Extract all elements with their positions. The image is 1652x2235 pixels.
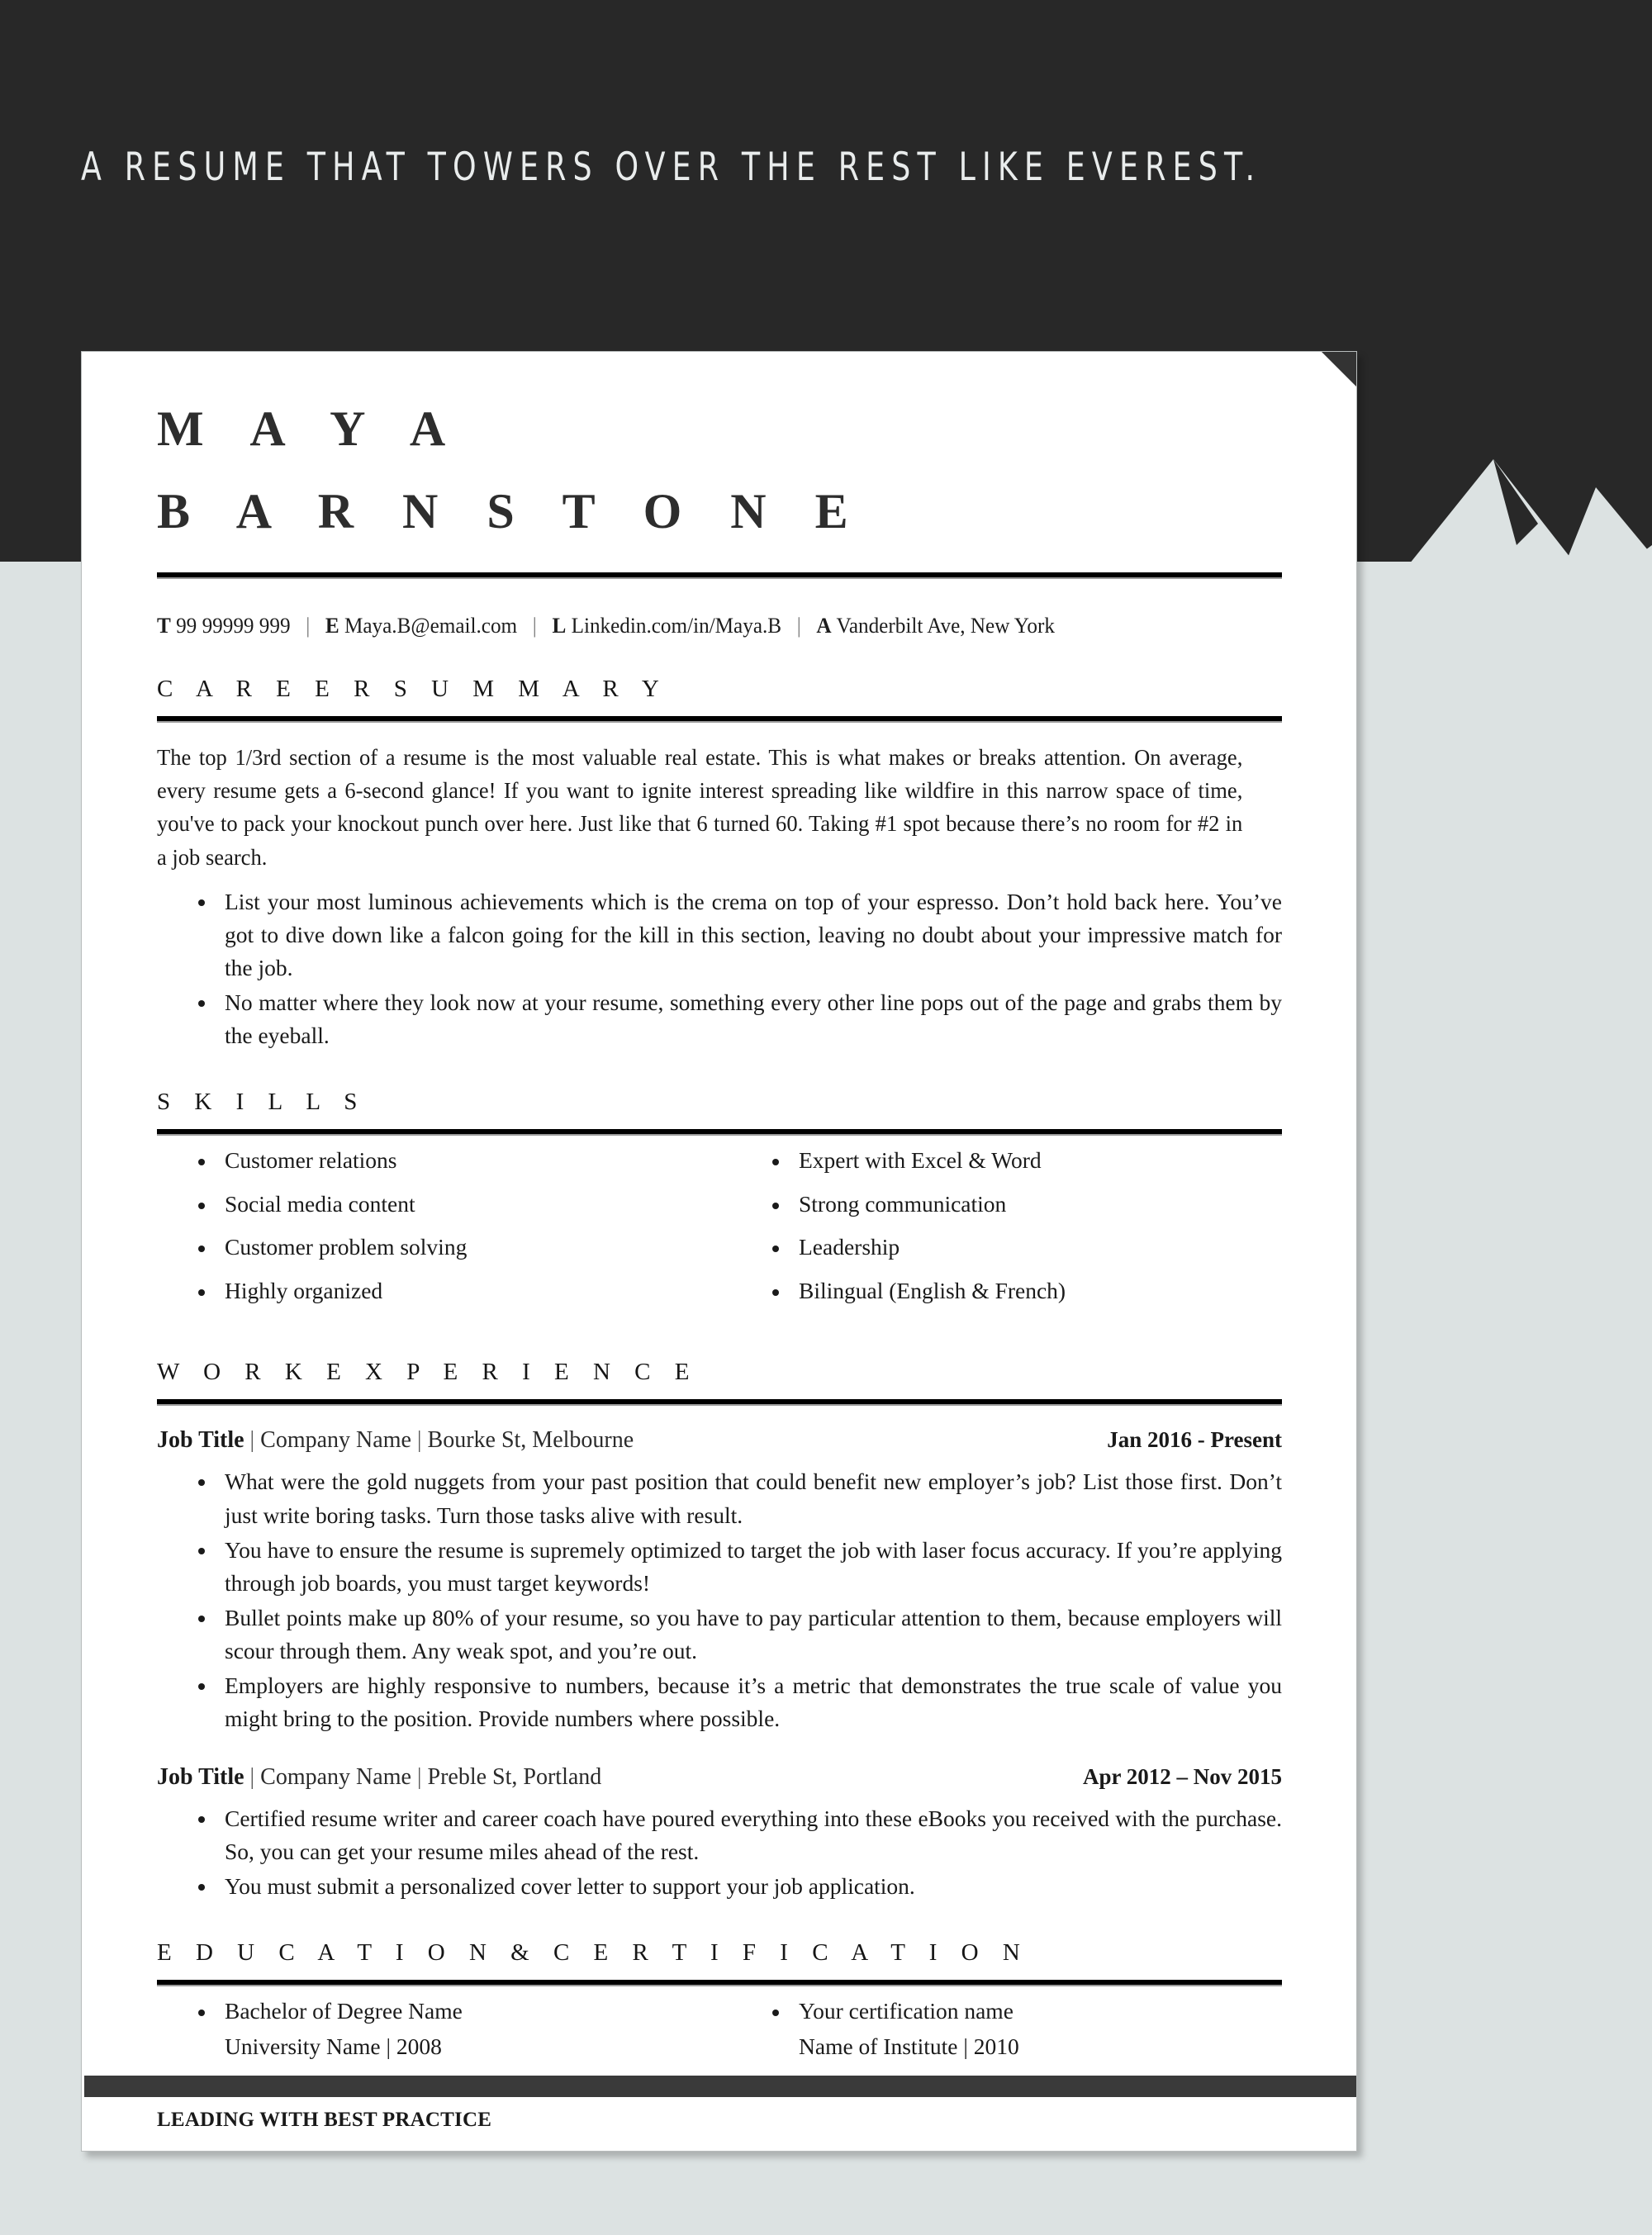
contact-key-linkedin: L [552,613,567,638]
contact-item-email[interactable] [325,613,517,638]
job-separator: | [416,1763,422,1790]
list-item: What were the gold nuggets from your past position that could benefit new employer’s job? List those first. Don’t just write boring tasks. Turn those tasks alive with result. [198,1465,1282,1531]
skills-right-column [719,1149,1282,1322]
work-experience-entry [157,1764,1282,1903]
skills-left-column [157,1149,719,1322]
contact-line [157,612,1226,639]
section-education [157,1939,1282,2079]
contact-value-address: Vanderbilt Ave, New York [836,613,1056,638]
list-item: Customer problem solving [198,1236,719,1259]
section-work-experience [157,1359,1282,1903]
section-divider [157,1399,1282,1406]
section-skills [157,1089,1282,1322]
section-divider [157,1129,1282,1136]
job-separator: | [416,1427,422,1454]
contact-item-phone[interactable] [157,613,291,638]
name-divider [157,572,1282,579]
work-experience-entry [157,1427,1282,1735]
list-item: You have to ensure the resume is supremely optimized to target the job with laser focus accuracy. If you’re applying through job boards, you must target keywords! [198,1534,1282,1600]
education-left-column [157,1997,719,2079]
education-institution: University Name | 2008 [225,2033,442,2060]
contact-item-linkedin[interactable] [552,613,781,638]
job-location: Bourke St, Melbourne [427,1427,634,1454]
list-item: Bullet points make up 80% of your resume, so you have to pay particular attention to them, because employers will scour through them. Any weak spot, and you’re out. [198,1602,1282,1668]
contact-separator: | [532,613,537,638]
job-header [157,1427,1282,1454]
resume-content [157,399,1282,2132]
section-title-work-experience: W O R K E X P E R I E N C E [157,1359,699,1386]
section-title-skills: S K I L L S [157,1089,367,1116]
job-company: Company Name [260,1763,411,1790]
section-title-education: E D U C A T I O N & C E R T I F I C A T I O N [157,1938,1029,1966]
list-item [772,1997,1282,2060]
list-item: Leadership [772,1236,1282,1259]
certification-name: Your certification name [799,1997,1014,2024]
section-divider [157,1980,1282,1986]
contact-value-phone: 99 99999 999 [176,613,291,638]
list-item: No matter where they look now at your resume, something every other line pops out of the page and grabs them by the eyeball. [198,986,1282,1052]
list-item: Expert with Excel & Word [772,1149,1282,1172]
contact-key-email: E [325,613,339,638]
job-identity [157,1427,634,1454]
certification-institution: Name of Institute | 2010 [799,2033,1019,2060]
education-degree: Bachelor of Degree Name [225,1997,463,2024]
job-title: Job Title [157,1763,244,1790]
career-summary-bullets [157,885,1282,1053]
list-item: Employers are highly responsive to numbers, because it’s a metric that demonstrates the true scale of value you might bring to the position. Provide numbers where possible. [198,1669,1282,1735]
list-item: Highly organized [198,1279,719,1303]
name-first: M A Y A [157,401,464,456]
list-item: Certified resume writer and career coach have poured everything into these eBooks you received with the purchase. So, you can get your resume miles ahead of the rest. [198,1802,1282,1868]
list-item [198,1997,719,2060]
career-summary-paragraph: The top 1/3rd section of a resume is the most valuable real estate. This is what makes or breaks attention. On average, every resume gets a 6-second glance! If you want to ignite interest spreading like wildfire in this narrow space of time, you've to pack your knockout punch over here. Just like that 6 turned 60. Taking #1 spot because there’s no room for #2 in a job search. [157,744,1243,870]
list-item: Customer relations [198,1149,719,1172]
job-bullets [157,1802,1282,1903]
contact-item-address[interactable] [816,613,1055,638]
section-title-career-summary: C A R E E R S U M M A R Y [157,676,668,703]
name-block [157,401,1282,539]
contact-separator: | [796,613,801,638]
skills-columns [157,1149,1282,1322]
list-item: Bilingual (English & French) [772,1279,1282,1303]
job-dates: Apr 2012 – Nov 2015 [1082,1763,1282,1789]
name-last: B A R N S T O N E [157,484,866,539]
job-location: Preble St, Portland [427,1763,602,1790]
job-identity [157,1764,601,1791]
contact-key-phone: T [157,613,171,638]
contact-value-linkedin: Linkedin.com/in/Maya.B [571,613,782,638]
job-header [157,1764,1282,1791]
job-separator: | [249,1427,255,1454]
contact-key-address: A [816,613,832,638]
banner-tagline: A RESUME THAT TOWERS OVER THE REST LIKE EVEREST. [81,145,1262,190]
page-fold-corner-icon [1321,351,1357,387]
education-right-column [719,1997,1282,2079]
contact-value-email: Maya.B@email.com [344,613,518,638]
list-item: Strong communication [772,1193,1282,1216]
education-columns [157,1997,1282,2079]
page-footer-bar [84,2076,1357,2097]
resume-page [81,351,1357,2152]
list-item: You must submit a personalized cover letter to support your job application. [198,1870,1282,1903]
list-item: List your most luminous achievements which is the crema on top of your espresso. Don’t hold back here. You’ve got to dive down like a falcon going for the kill in this section, leaving no doubt about your impressive match for the job. [198,885,1282,985]
footer-note: LEADING WITH BEST PRACTICE [157,2108,492,2131]
job-bullets [157,1465,1282,1735]
job-dates: Jan 2016 - Present [1107,1427,1282,1453]
job-title: Job Title [157,1427,244,1454]
contact-separator: | [306,613,311,638]
section-divider [157,716,1282,723]
section-career-summary [157,676,1282,1052]
job-company: Company Name [260,1427,411,1454]
list-item: Social media content [198,1193,719,1216]
job-separator: | [249,1763,255,1790]
